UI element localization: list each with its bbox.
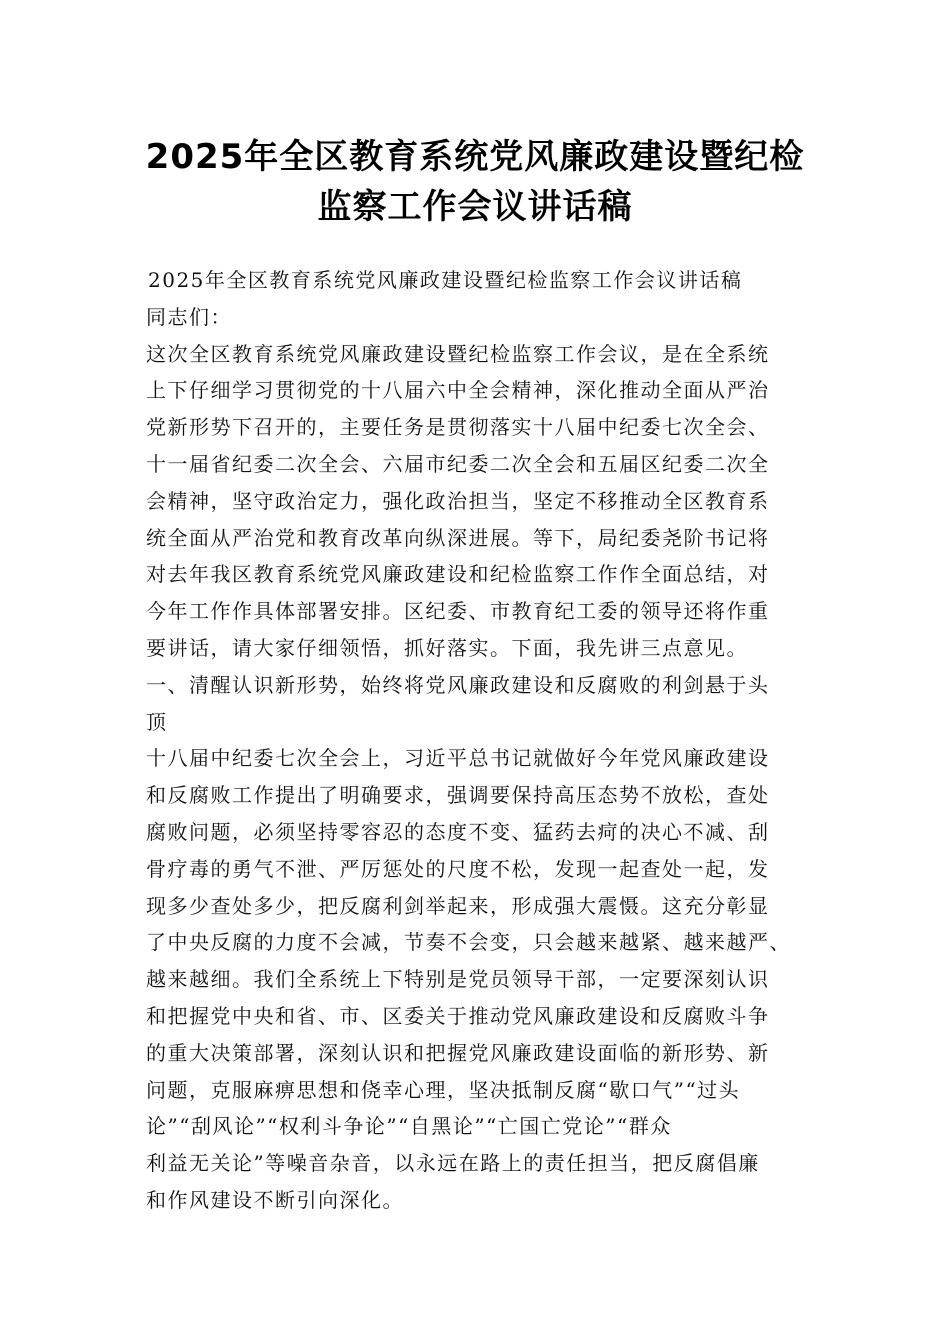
document-title-line-2: 监察工作会议讲话稿 (317, 187, 633, 227)
body-line: 骨疗毒的勇气不泄、严厉惩处的尺度不松，发现一起查处一起，发 (146, 856, 770, 881)
body-line: 和反腐败工作提出了明确要求，强调要保持高压态势不放松，查处 (146, 783, 770, 808)
document-title-line-1: 2025年全区教育系统党风廉政建设暨纪检 (145, 137, 805, 177)
body-line: 今年工作作具体部署安排。区纪委、市教育纪工委的领导还将作重 (146, 599, 770, 624)
document-body (146, 262, 816, 1219)
body-line: 越来越细。我们全系统上下特别是党员领导干部，一定要深刻认识 (146, 967, 770, 992)
body-line: 腐败问题，必须坚持零容忍的态度不变、猛药去疴的决心不减、刮 (146, 819, 770, 844)
section-heading-line: 顶 (146, 709, 168, 734)
section-heading-line: 一、清醒认识新形势，始终将党风廉政建设和反腐败的利剑悬于头 (146, 672, 770, 697)
body-line: 的重大决策部署，深刻认识和把握党风廉政建设面临的新形势、新 (146, 1040, 770, 1065)
body-line: 这次全区教育系统党风廉政建设暨纪检监察工作会议，是在全系统 (146, 341, 770, 366)
body-line: 要讲话，请大家仔细领悟，抓好落实。下面，我先讲三点意见。 (146, 635, 748, 660)
body-line: 上下仔细学习贯彻党的十八届六中全会精神，深化推动全面从严治 (146, 378, 770, 403)
body-line: 党新形势下召开的，主要任务是贯彻落实十八届中纪委七次全会、 (146, 415, 770, 440)
body-line: 统全面从严治党和教育改革向纵深进展。等下，局纪委尧阶书记将 (146, 525, 770, 550)
body-line: 和把握党中央和省、市、区委关于推动党风廉政建设和反腐败斗争 (146, 1003, 770, 1028)
body-line: 论”“刮风论”“权利斗争论”“自黑论”“亡国亡党论”“群众 (146, 1114, 672, 1139)
body-line: 和作风建设不断引向深化。 (146, 1187, 404, 1212)
body-line: 十八届中纪委七次全会上，习近平总书记就做好今年党风廉政建设 (146, 746, 770, 771)
body-line: 了中央反腐的力度不会减，节奏不会变，只会越来越紧、越来越严、 (146, 930, 791, 955)
body-line: 2025年全区教育系统党风廉政建设暨纪检监察工作会议讲话稿 (148, 268, 743, 292)
body-line: 会精神，坚守政治定力，强化政治担当，坚定不移推动全区教育系 (146, 488, 770, 513)
body-line: 对去年我区教育系统党风廉政建设和纪检监察工作作全面总结，对 (146, 562, 770, 587)
body-line: 问题，克服麻痹思想和侥幸心理，坚决抵制反腐“歇口气”“过头 (146, 1077, 741, 1102)
body-line: 现多少查处多少，把反腐利剑举起来，形成强大震慑。这充分彰显 (146, 893, 770, 918)
body-line: 十一届省纪委二次全会、六届市纪委二次全会和五届区纪委二次全 (146, 451, 770, 476)
body-line: 同志们： (146, 304, 232, 329)
body-line: 利益无关论”等噪音杂音，以永远在路上的责任担当，把反腐倡廉 (146, 1151, 760, 1176)
